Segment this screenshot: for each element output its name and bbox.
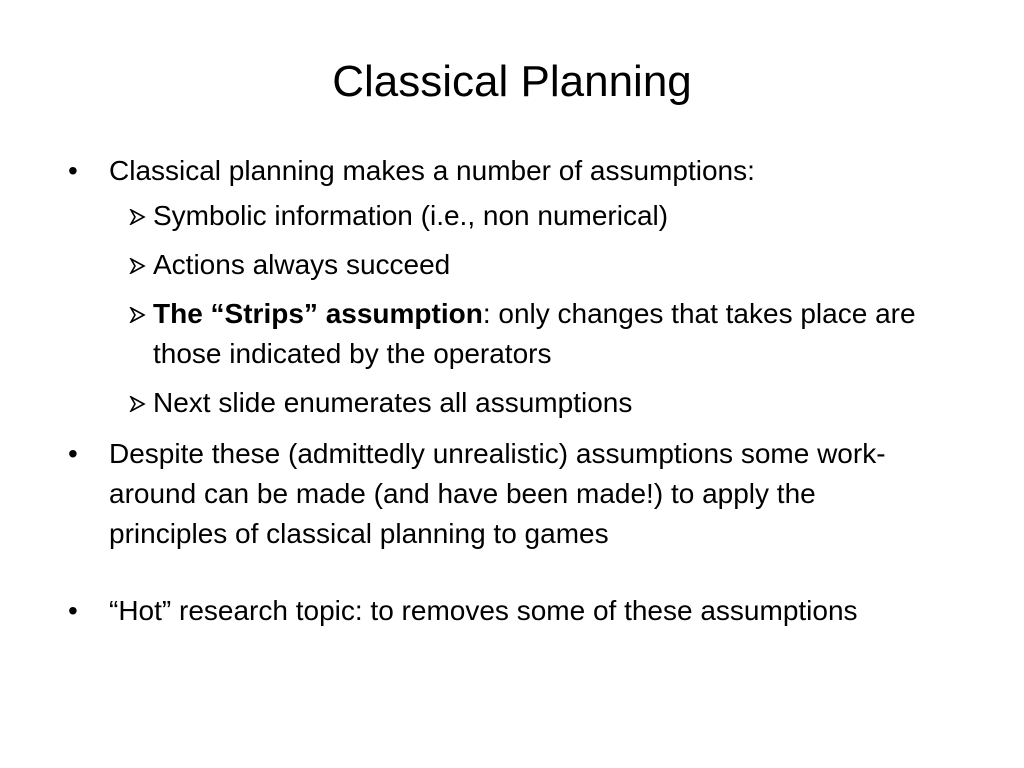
arrow-bullet-icon [129,258,147,274]
bullet-text: Classical planning makes a number of assumptions: [109,155,755,186]
sub-item-text: Actions always succeed [153,249,451,280]
sub-item-text: Symbolic information (i.e., non numerical) [153,200,669,231]
sub-item-symbolic [109,196,968,236]
sub-bullet-list [109,196,968,423]
bullet-item-assumptions [68,151,968,423]
slide-title: Classical Planning [332,57,692,106]
arrow-bullet-icon [129,209,147,225]
bullet-item-workaround [68,434,929,554]
sub-item-text: Next slide enumerates all assumptions [153,387,633,418]
bullet-item-hot-topic [68,591,929,631]
sub-item-actions [109,245,968,285]
arrow-bullet-icon [129,307,147,323]
sub-item-next-slide [109,383,968,423]
bullet-marker: • [68,595,78,626]
strips-assumption-label: The “Strips” assumption [153,298,483,329]
sub-item-text: : only changes that takes place are those indicated by the operators [153,298,916,369]
bullet-list [68,150,968,631]
bullet-text: “Hot” research topic: to removes some of these assumptions [109,595,858,626]
bullet-marker: • [68,155,78,186]
sub-item-strips [109,294,968,374]
bullet-marker: • [68,438,78,469]
bullet-text: Despite these (admittedly unrealistic) assumptions some work-around can be made (and have been made!) to apply the principles of classical planning to games [109,438,886,549]
arrow-bullet-icon [129,396,147,412]
